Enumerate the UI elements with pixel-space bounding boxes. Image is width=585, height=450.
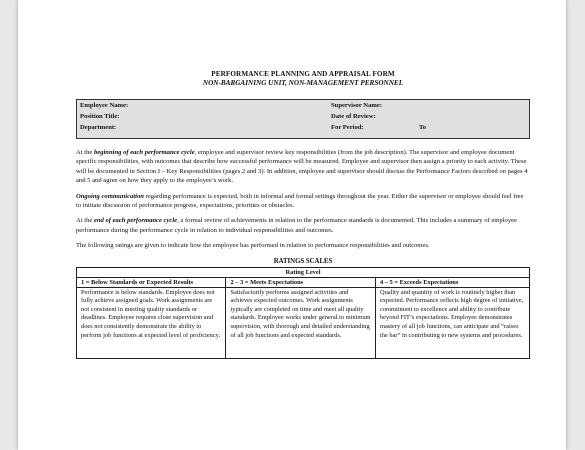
rating-level-header: Rating Level (77, 267, 530, 277)
ratings-table (76, 267, 530, 359)
position-title-label: Position Title: (80, 113, 120, 120)
p3-text: , a formal review of achievements in relation to the performance standards is documented. This includes a summary of employee performance during the performance cycle in relation to individual responsibilities and outcomes. (76, 217, 517, 234)
for-period-label: For Period: (331, 124, 364, 131)
paragraph-beginning-cycle (76, 148, 530, 186)
rating-col-header-exceeds: 4 – 5 = Exceeds Expectations (375, 277, 529, 287)
employee-name-label: Employee Name: (80, 102, 129, 109)
p2-emphasis: Ongoing communication (76, 192, 144, 200)
rating-desc-exceeds: Quality and quantity of work is routinely higher than expected. Performance reflects high degree of initiative, commitment to excellence and ability to contribute beyond FIT’s expectations. Employee demonstrates mastery of all job functions, can anticipate and “raises the bar” in contributing to new systems and procedures. (375, 287, 529, 358)
paragraph-end-cycle (76, 216, 530, 235)
ratings-scales-title: RATINGS SCALES (273, 257, 333, 265)
p3-prefix: At the (76, 217, 94, 225)
paragraph-ratings-intro: The following ratings are given to indicate how the employee has performed in relation to performance responsibilities and outcomes. (76, 242, 430, 250)
page-content (76, 70, 530, 359)
p1-emphasis: beginning of each performance cycle (93, 149, 195, 156)
document-page (18, 0, 566, 450)
p1-prefix: At the (76, 149, 94, 156)
p2-text: regarding performance is expected, both in informal and formal settings throughout the year. Either the supervisor or employee should feel free to initiate discussion of performance progress, expectations, priorities or obstacles. (76, 192, 524, 210)
rating-desc-meets: Satisfactorily performs assigned activities and achieves expected outcomes. Work assignments typically are completed on time and meet all quality standards. Employee works under general to minimum supervision, with thorough and detailed understanding of all job functions and expected standards. (226, 287, 375, 358)
employee-info-box (76, 99, 530, 139)
to-label: To (419, 124, 427, 131)
form-subtitle: NON-BARGAINING UNIT, NON-MANAGEMENT PERSONNEL (202, 79, 404, 87)
form-title: PERFORMANCE PLANNING AND APPRAISAL FORM (211, 70, 395, 78)
paragraph-ongoing-communication (76, 192, 530, 211)
rating-col-header-below: 1 = Below Standards or Expected Results (77, 277, 226, 287)
supervisor-name-label: Supervisor Name: (331, 102, 382, 109)
p1-text: , employee and supervisor review key responsibilities (from the job description). The supervisor and employee document specific responsibilities, with outcomes that describe how successful performance will be measured. Employee and supervisor then assign a priority to each activity. These will be documented in Section I – Key Responsibilities (pages 2 and 3). In addition, employee and supervisor should discuss the Performance Factors described on pages 4 and 5 and agree on how they apply to the employee’s work. (76, 149, 528, 185)
rating-desc-below: Performance is below standards. Employee does not fully achieve assigned goals. Work assignments are not consistent in meeting quality standards or deadlines. Employee requires close supervision and does not consistently demonstrate the ability to perform job functions at expected level of proficiency. (77, 287, 226, 358)
p3-emphasis: end of each performance cycle (93, 217, 178, 225)
department-label: Department: (80, 124, 117, 131)
date-of-review-label: Date of Review: (331, 113, 376, 120)
rating-col-header-meets: 2 – 3 = Meets Expectations (226, 277, 375, 287)
